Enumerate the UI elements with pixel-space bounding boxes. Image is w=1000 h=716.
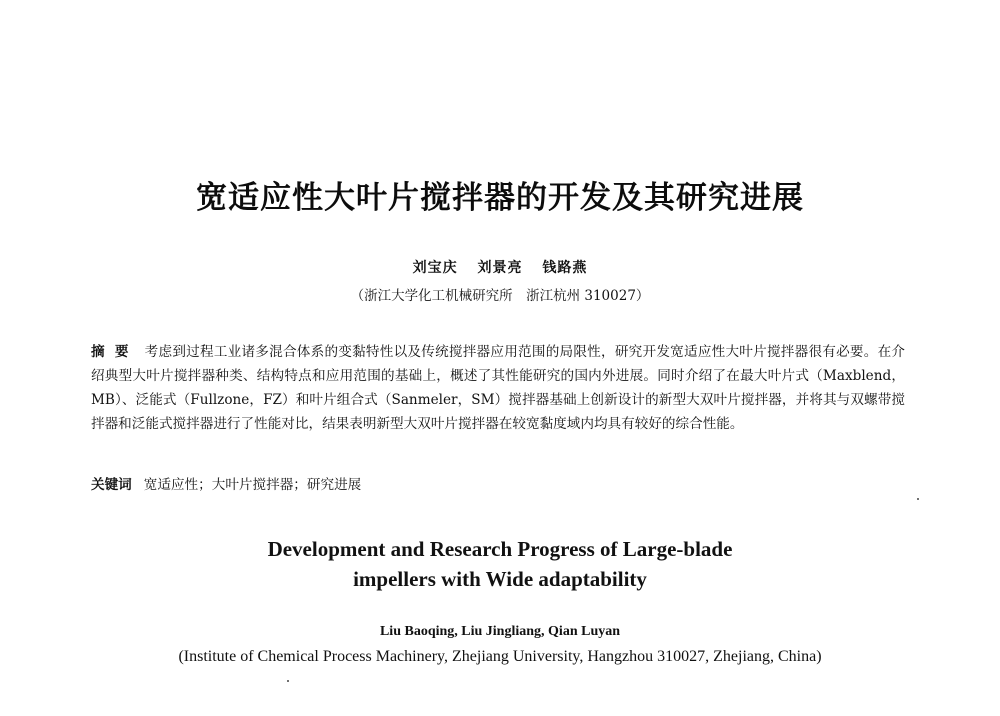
author-1-cn: 刘宝庆: [412, 260, 458, 276]
english-title-line-1: Development and Research Progress of Large-blade: [267, 537, 733, 561]
abstract-text: 考虑到过程工业诸多混合体系的变黏特性以及传统搅拌器应用范围的局限性，研究开发宽适应性大叶片搅拌器很有必要。在介绍典型大叶片搅拌器种类、结构特点和应用范围的基础上，概述了其性能研究的国内外进展。同时介绍了在最大叶片式（Maxblend，MB）、泛能式（Fullzone，FZ）和叶片组合式（Sanmeler，SM）搅拌器基础上创新设计的新型大双叶片搅拌器，并将其与双螺带搅拌器和泛能式搅拌器进行了性能对比，结果表明新型大双叶片搅拌器在较宽黏度域内均具有较好的综合性能。: [91, 344, 906, 432]
scan-speck: [917, 498, 919, 500]
english-affiliation: (Institute of Chemical Process Machinery, Zhejiang University, Hangzhou 310027, Zhejiang, China): [178, 648, 822, 665]
english-title: [0, 534, 1000, 594]
chinese-title: 宽适应性大叶片搅拌器的开发及其研究进展: [196, 180, 804, 216]
scan-speck: [287, 680, 289, 682]
keywords-label: 关键词: [91, 477, 132, 493]
keywords-line: [91, 473, 905, 497]
chinese-affiliation: （浙江大学化工机械研究所 浙江杭州 310027）: [350, 288, 650, 304]
author-3-cn: 钱路燕: [542, 260, 588, 276]
abstract-paragraph: [91, 340, 905, 436]
chinese-authors: [0, 257, 1000, 277]
keywords-text: 宽适应性；大叶片搅拌器；研究进展: [143, 477, 362, 493]
english-title-line-2: impellers with Wide adaptability: [353, 567, 647, 591]
author-2-cn: 刘景亮: [477, 260, 523, 276]
english-authors: Liu Baoqing, Liu Jingliang, Qian Luyan: [379, 624, 621, 639]
abstract-label: 摘要: [91, 344, 139, 360]
